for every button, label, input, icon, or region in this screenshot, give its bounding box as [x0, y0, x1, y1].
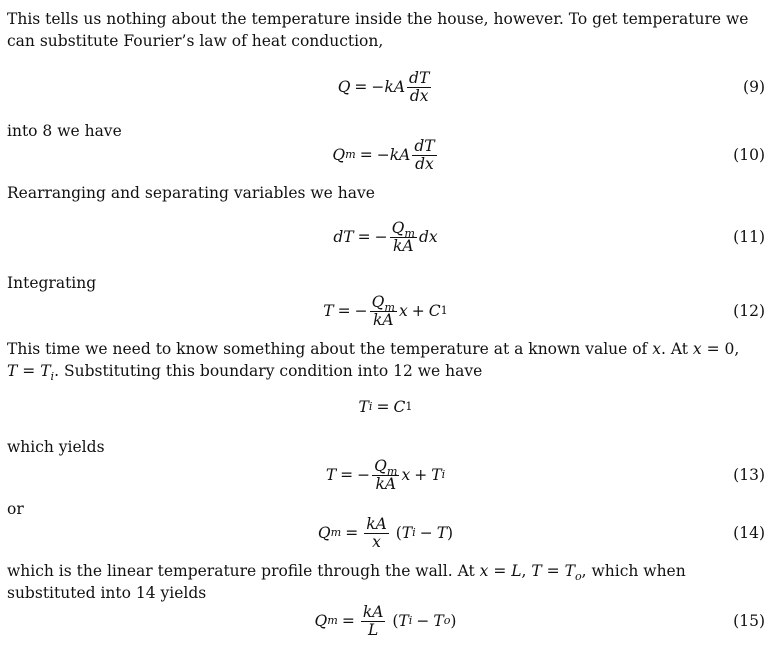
equation-15-number: (15) [733, 612, 765, 630]
equation-12-body: T = − $\frac{Q_m}{kA}$ x + C 1 [323, 293, 448, 329]
equation-ti-c1 [0, 382, 771, 432]
equation-12 [0, 286, 771, 336]
paragraph-rearranging: Rearranging and separating variables we have [7, 184, 375, 202]
paragraph-integrating: Integrating [7, 274, 97, 292]
equation-13-body: T = − $\frac{Q_m}{kA}$ x + T i [325, 457, 446, 493]
equation-11-body: dT = − $\frac{Q_m}{kA}$ dx [333, 219, 438, 255]
equation-9-number: (9) [743, 78, 765, 96]
equation-10-number: (10) [733, 146, 765, 164]
paragraph-fourier-intro: This tells us nothing about the temperature inside the house, however. To get temperature we can substitute Fourier’s law of heat conduction, [7, 10, 749, 50]
equation-13 [0, 450, 771, 500]
equation-13-number: (13) [733, 466, 765, 484]
equation-11 [0, 212, 771, 262]
equation-11-number: (11) [733, 228, 765, 246]
paragraph-which-yields: which yields [7, 438, 105, 456]
equation-14-number: (14) [733, 524, 765, 542]
equation-10 [0, 130, 771, 180]
paragraph-boundary-condition: This time we need to know something about the temperature at a known value of x. At x = 0, $T = T_i$. Substituting this boundary condition into 12 we have [7, 340, 740, 383]
equation-15 [0, 596, 771, 646]
equation-9 [0, 62, 771, 112]
equation-14-body: Q m = $\frac{kA}{x}$ ( T i − T ) [317, 515, 454, 551]
equation-ti-c1-body: T i = C 1 [358, 398, 413, 416]
paragraph-or: or [7, 500, 24, 518]
equation-15-body: Q m = $\frac{kA}{L}$ ( T i − T o ) [314, 603, 457, 639]
equation-14 [0, 508, 771, 558]
paragraph-linear-profile: which is the linear temperature profile through the wall. At x = L, $T = T_o$, which when substituted into 14 yields [7, 562, 686, 602]
equation-9-body: Q = − kA $\frac{dT}{dx}$ [337, 69, 430, 105]
equation-10-body: Q m = − kA $\frac{dT}{dx}$ [332, 137, 435, 173]
paragraph-into-8: into 8 we have [7, 122, 122, 140]
equation-12-number: (12) [733, 302, 765, 320]
